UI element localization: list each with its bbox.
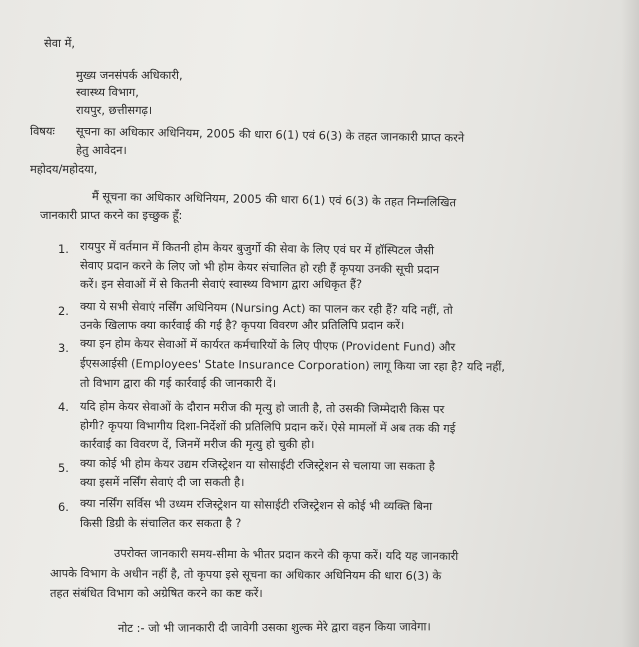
question-number: 5. — [58, 461, 69, 475]
question-4-line-1: यदि होम केयर सेवाओं के दौरान मरीज की मृत्यु हो जाती है, तो उसकी जिम्मेदारी किस पर — [79, 399, 445, 417]
question-3-line-2: ईएसआईसी (Employees' State Insurance Corporation) लागू किया जा रहा है? यदि नहीं, — [79, 356, 506, 374]
question-6-line-1: क्या नर्सिंग सर्विस भी उध्यम रजिस्ट्रेशन या सोसाईटी रजिस्ट्रेशन से कोई भी व्यक्ति बिना — [79, 496, 433, 514]
question-3-line-3: तो विभाग द्वारा की गई कार्रवाई की जानकारी दें। — [80, 376, 277, 390]
recipient-line-2: स्वास्थ्य विभाग, — [76, 85, 139, 99]
subject-label: विषयः — [30, 124, 55, 138]
recipient-line-1: मुख्य जनसंपर्क अधिकारी, — [76, 68, 183, 82]
page-shadow-edge — [621, 0, 639, 647]
closing-line-1: उपरोक्त जानकारी समय-सीमा के भीतर प्रदान करने की कृपा करें। यदि यह जानकारी — [113, 546, 459, 564]
intro-line-1: मैं सूचना का अधिकार अधिनियम, 2005 की धारा 6(1) एवं 6(3) के तहत निम्नलिखित — [91, 189, 457, 210]
question-4-line-3: कार्रवाई का विवरण दें, जिनमें मरीज की मृत्यु हो चुकी हो। — [80, 437, 315, 451]
question-1-line-2: सेवाए प्रदान करने के लिए जो भी होम केयर संचालित हो रही हैं कृपया उनकी सूची प्रदान — [79, 258, 440, 277]
question-5-line-2: क्या इसमें नर्सिंग सेवाएं दी जा सकती है। — [80, 475, 245, 489]
question-4-line-2: होगी? कृपया विभागीय दिशा-निर्देशों की प्रतिलिपि प्रदान करें। ऐसे मामलों में अब तक की गई — [79, 418, 456, 436]
question-number: 1. — [58, 242, 69, 256]
closing-line-3: तहत संबंधित विभाग को अग्रेषित करने का कष्ट करें। — [50, 586, 263, 600]
closing-line-2: आपके विभाग के अधीन नहीं है, तो कृपया इसे सूचना का अधिकार अधिनियम की धारा 6(3) के — [49, 566, 442, 583]
subject-line-1: सूचना का अधिकार अधिनियम, 2005 की धारा 6(1) एवं 6(3) के तहत जानकारी प्राप्त करने — [75, 124, 465, 145]
question-2-line-1: क्या ये सभी सेवाएं नर्सिंग अधिनियम (Nursing Act) का पालन कर रही हैं? यदि नहीं, तो — [79, 299, 453, 317]
question-1-line-3: करें। इन सेवाओं में से कितनी सेवाएं स्वास्थ्य विभाग द्वारा अधिकृत हैं? — [80, 277, 363, 291]
question-number: 2. — [58, 304, 69, 318]
note: नोट :- जो भी जानकारी दी जावेगी उसका शुल्क मेरे द्वारा वहन किया जावेगा। — [117, 619, 431, 635]
question-6-line-2: किसी डिग्री के संचालित कर सकता है ? — [80, 516, 242, 530]
intro-line-2: जानकारी प्राप्त करने का इच्छुक हूँ: — [40, 208, 183, 222]
recipient-line-3: रायपुर, छत्तीसगढ़। — [76, 103, 153, 117]
salutation: सेवा में, — [44, 36, 76, 50]
question-number: 3. — [58, 341, 69, 355]
question-2-line-2: उनके खिलाफ क्या कार्रवाई की गई है? कृपया विवरण और प्रतिलिपि प्रदान करें। — [80, 318, 405, 332]
question-3-line-1: क्या इन होम केयर सेवाओं में कार्यरत कर्मचारियों के लिए पीएफ (Provident Fund) और — [79, 336, 456, 354]
greeting: महोदय/महोदया, — [30, 162, 98, 176]
question-5-line-1: क्या कोई भी होम केयर उद्यम रजिस्ट्रेशन या सोसाईटी रजिस्ट्रेशन से चलाया जा सकता है — [79, 456, 435, 474]
question-1-line-1: रायपुर में वर्तमान में कितनी होम केयर बुजुर्गो की सेवा के लिए एवं घर में हॉस्पिटल जैसी — [79, 239, 435, 258]
subject-line-2: हेतु आवेदन। — [76, 143, 127, 157]
question-number: 4. — [58, 400, 69, 414]
question-number: 6. — [58, 500, 69, 514]
